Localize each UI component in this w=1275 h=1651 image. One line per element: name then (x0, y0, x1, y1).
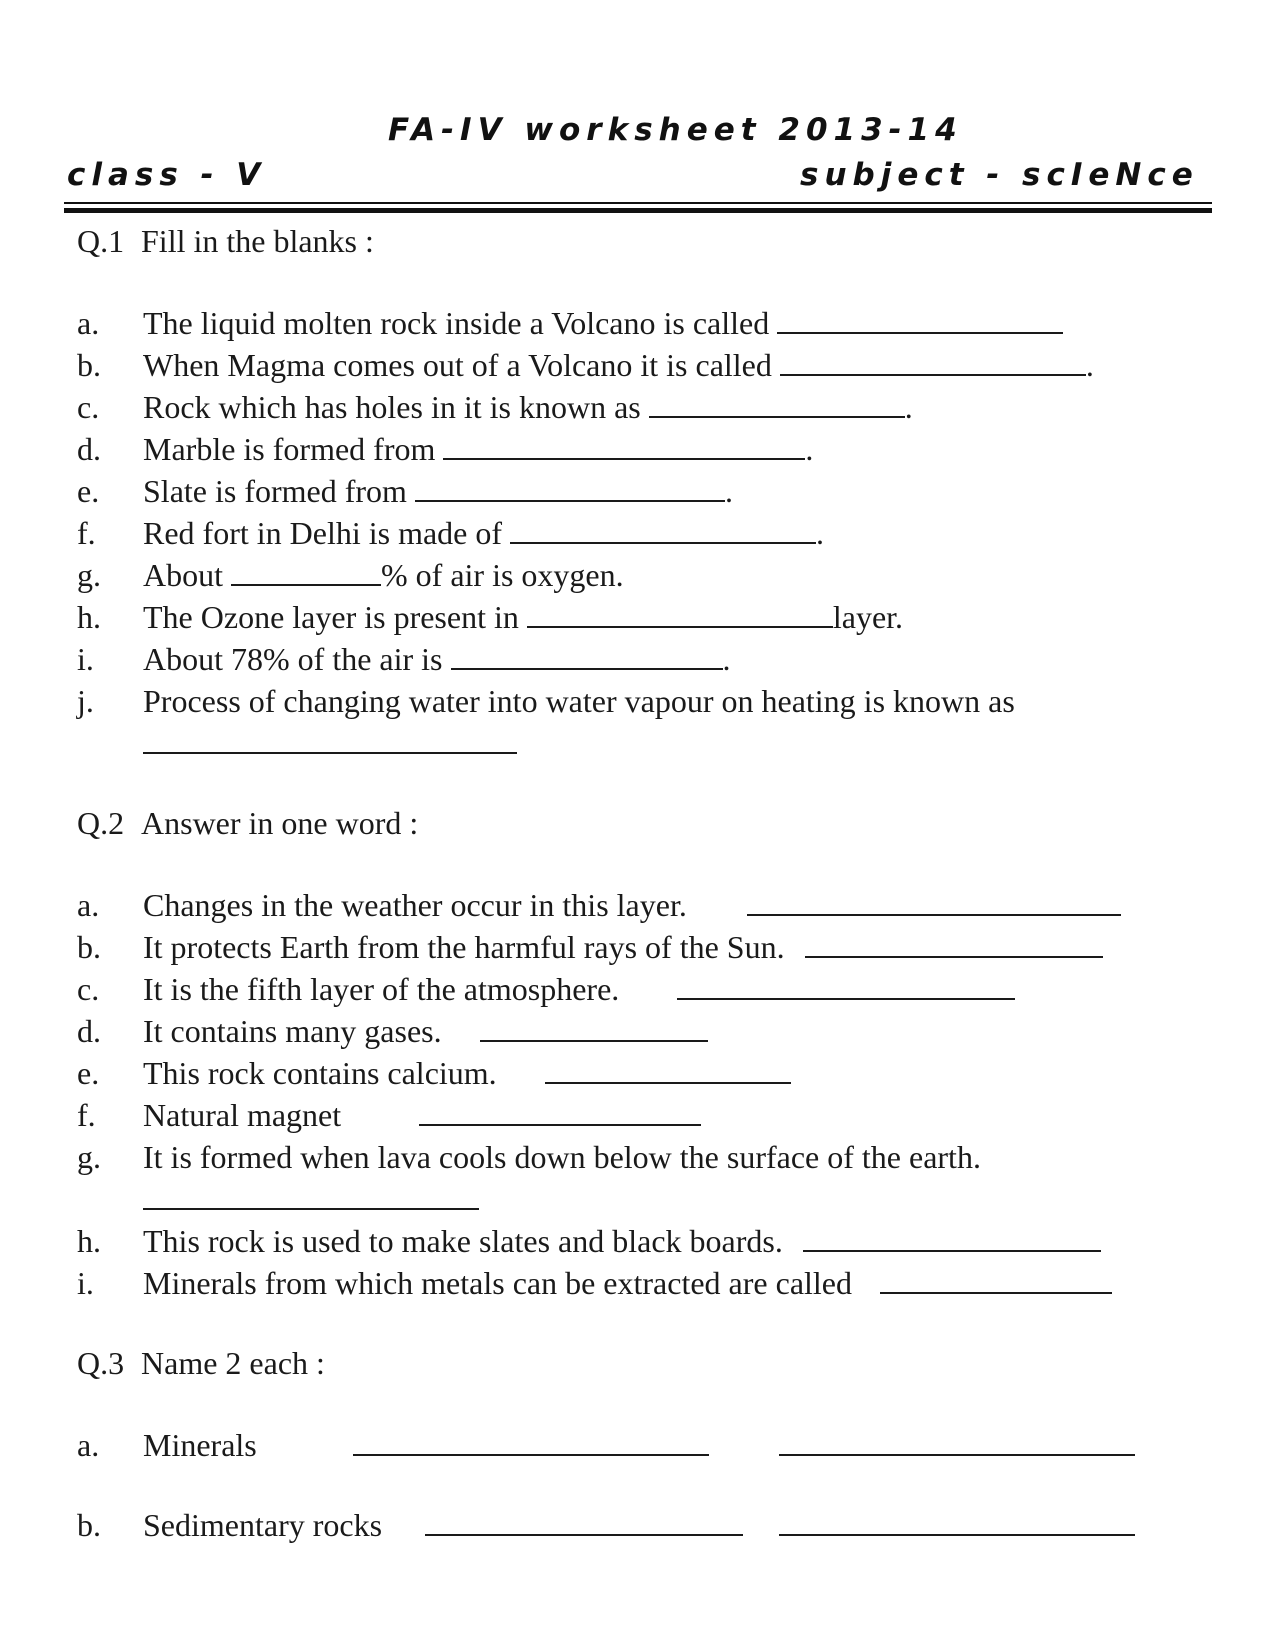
list-item (77, 1424, 1227, 1466)
question-number: Q.3 (77, 1345, 125, 1381)
item-text: This rock contains calcium. (143, 1055, 497, 1091)
list-item (77, 1010, 1227, 1052)
list-item-continuation (77, 722, 1227, 764)
item-text: This rock is used to make slates and black boards. (143, 1223, 783, 1259)
answer-blank[interactable] (143, 722, 517, 754)
item-text: The Ozone layer is present in (143, 599, 519, 635)
answer-blank[interactable] (880, 1262, 1112, 1294)
answer-blank[interactable] (803, 1220, 1101, 1252)
answer-blank[interactable] (143, 1178, 479, 1210)
item-tail: . (1085, 347, 1094, 383)
answer-blank-1[interactable] (353, 1424, 709, 1456)
item-letter: f. (77, 515, 96, 551)
list-item (77, 386, 1227, 428)
item-letter: a. (77, 1427, 100, 1463)
item-tail: . (722, 641, 731, 677)
question-heading (77, 218, 1227, 264)
answer-blank[interactable] (545, 1052, 791, 1084)
item-letter: g. (77, 1139, 101, 1175)
answer-blank[interactable] (747, 884, 1121, 916)
answer-blank[interactable] (419, 1094, 701, 1126)
list-item (77, 968, 1227, 1010)
item-text: When Magma comes out of a Volcano it is called (143, 347, 772, 383)
question-2-section (77, 800, 1227, 1304)
answer-blank[interactable] (677, 968, 1015, 1000)
item-letter: a. (77, 887, 100, 923)
item-letter: b. (77, 929, 101, 965)
answer-blank-1[interactable] (425, 1504, 743, 1536)
item-tail: % of air is oxygen. (381, 557, 624, 593)
item-letter: g. (77, 557, 101, 593)
item-tail: . (724, 473, 733, 509)
item-tail: . (805, 431, 814, 467)
item-letter: c. (77, 389, 100, 425)
item-text: Changes in the weather occur in this layer. (143, 887, 687, 923)
worksheet-body (77, 218, 1227, 1546)
list-item (77, 554, 1227, 596)
list-item (77, 926, 1227, 968)
item-text: Minerals from which metals can be extracted are called (143, 1265, 852, 1301)
item-text: Red fort in Delhi is made of (143, 515, 503, 551)
item-text: It protects Earth from the harmful rays of the Sun. (143, 929, 785, 965)
item-text: Sedimentary rocks (143, 1507, 383, 1543)
item-text: It is formed when lava cools down below the surface of the earth. (143, 1139, 981, 1175)
item-letter: h. (77, 1223, 101, 1259)
question-text: Fill in the blanks : (141, 223, 374, 259)
list-item (77, 470, 1227, 512)
item-letter: i. (77, 641, 94, 677)
answer-blank[interactable] (777, 302, 1063, 334)
item-text: Minerals (143, 1427, 257, 1463)
item-letter: a. (77, 305, 100, 341)
answer-blank[interactable] (805, 926, 1103, 958)
list-item-continuation (77, 1178, 1227, 1220)
item-text: Process of changing water into water vapour on heating is known as (143, 683, 1015, 719)
answer-blank[interactable] (649, 386, 905, 418)
list-item (77, 1220, 1227, 1262)
worksheet-title: FA-IV worksheet 2013-14 (388, 112, 963, 148)
item-text: It contains many gases. (143, 1013, 442, 1049)
item-letter: j. (77, 683, 94, 719)
class-label: class - V (67, 157, 267, 193)
question-1-section (77, 218, 1227, 764)
item-letter: d. (77, 431, 101, 467)
item-letter: e. (77, 1055, 100, 1091)
list-item (77, 1094, 1227, 1136)
answer-blank[interactable] (510, 512, 816, 544)
item-text: It is the fifth layer of the atmosphere. (143, 971, 620, 1007)
item-text: Marble is formed from (143, 431, 436, 467)
question-number: Q.2 (77, 805, 125, 841)
question-heading (77, 800, 1227, 846)
answer-blank[interactable] (527, 596, 833, 628)
list-item (77, 638, 1227, 680)
header-divider-thin (64, 202, 1212, 204)
item-letter: d. (77, 1013, 101, 1049)
question-text: Answer in one word : (141, 805, 419, 841)
item-tail: . (816, 515, 825, 551)
item-letter: b. (77, 347, 101, 383)
answer-blank[interactable] (780, 344, 1086, 376)
question-text: Name 2 each : (141, 1345, 325, 1381)
item-tail: layer. (832, 599, 904, 635)
item-text: Slate is formed from (143, 473, 407, 509)
item-letter: f. (77, 1097, 96, 1133)
question-number: Q.1 (77, 223, 125, 259)
answer-blank[interactable] (415, 470, 725, 502)
header-divider-thick (64, 208, 1212, 213)
list-item (77, 680, 1227, 722)
item-text: About 78% of the air is (143, 641, 443, 677)
answer-blank-2[interactable] (779, 1504, 1135, 1536)
list-item (77, 1262, 1227, 1304)
answer-blank[interactable] (231, 554, 381, 586)
item-text: The liquid molten rock inside a Volcano is called (143, 305, 770, 341)
list-item (77, 344, 1227, 386)
list-item (77, 884, 1227, 926)
answer-blank[interactable] (443, 428, 805, 460)
item-letter: i. (77, 1265, 94, 1301)
list-item (77, 302, 1227, 344)
list-item (77, 1052, 1227, 1094)
list-item (77, 1504, 1227, 1546)
list-item (77, 1136, 1227, 1178)
question-heading (77, 1340, 1227, 1386)
item-text: Natural magnet (143, 1097, 342, 1133)
answer-blank[interactable] (451, 638, 723, 670)
subject-label: subject - scIeNce (800, 157, 1199, 193)
list-item (77, 428, 1227, 470)
question-3-section (77, 1340, 1227, 1546)
item-letter: c. (77, 971, 100, 1007)
item-letter: h. (77, 599, 101, 635)
item-tail: . (904, 389, 913, 425)
answer-blank-2[interactable] (779, 1424, 1135, 1456)
list-item (77, 596, 1227, 638)
list-item (77, 512, 1227, 554)
item-text: Rock which has holes in it is known as (143, 389, 641, 425)
item-text: About (143, 557, 223, 593)
item-letter: b. (77, 1507, 101, 1543)
item-letter: e. (77, 473, 100, 509)
answer-blank[interactable] (480, 1010, 708, 1042)
